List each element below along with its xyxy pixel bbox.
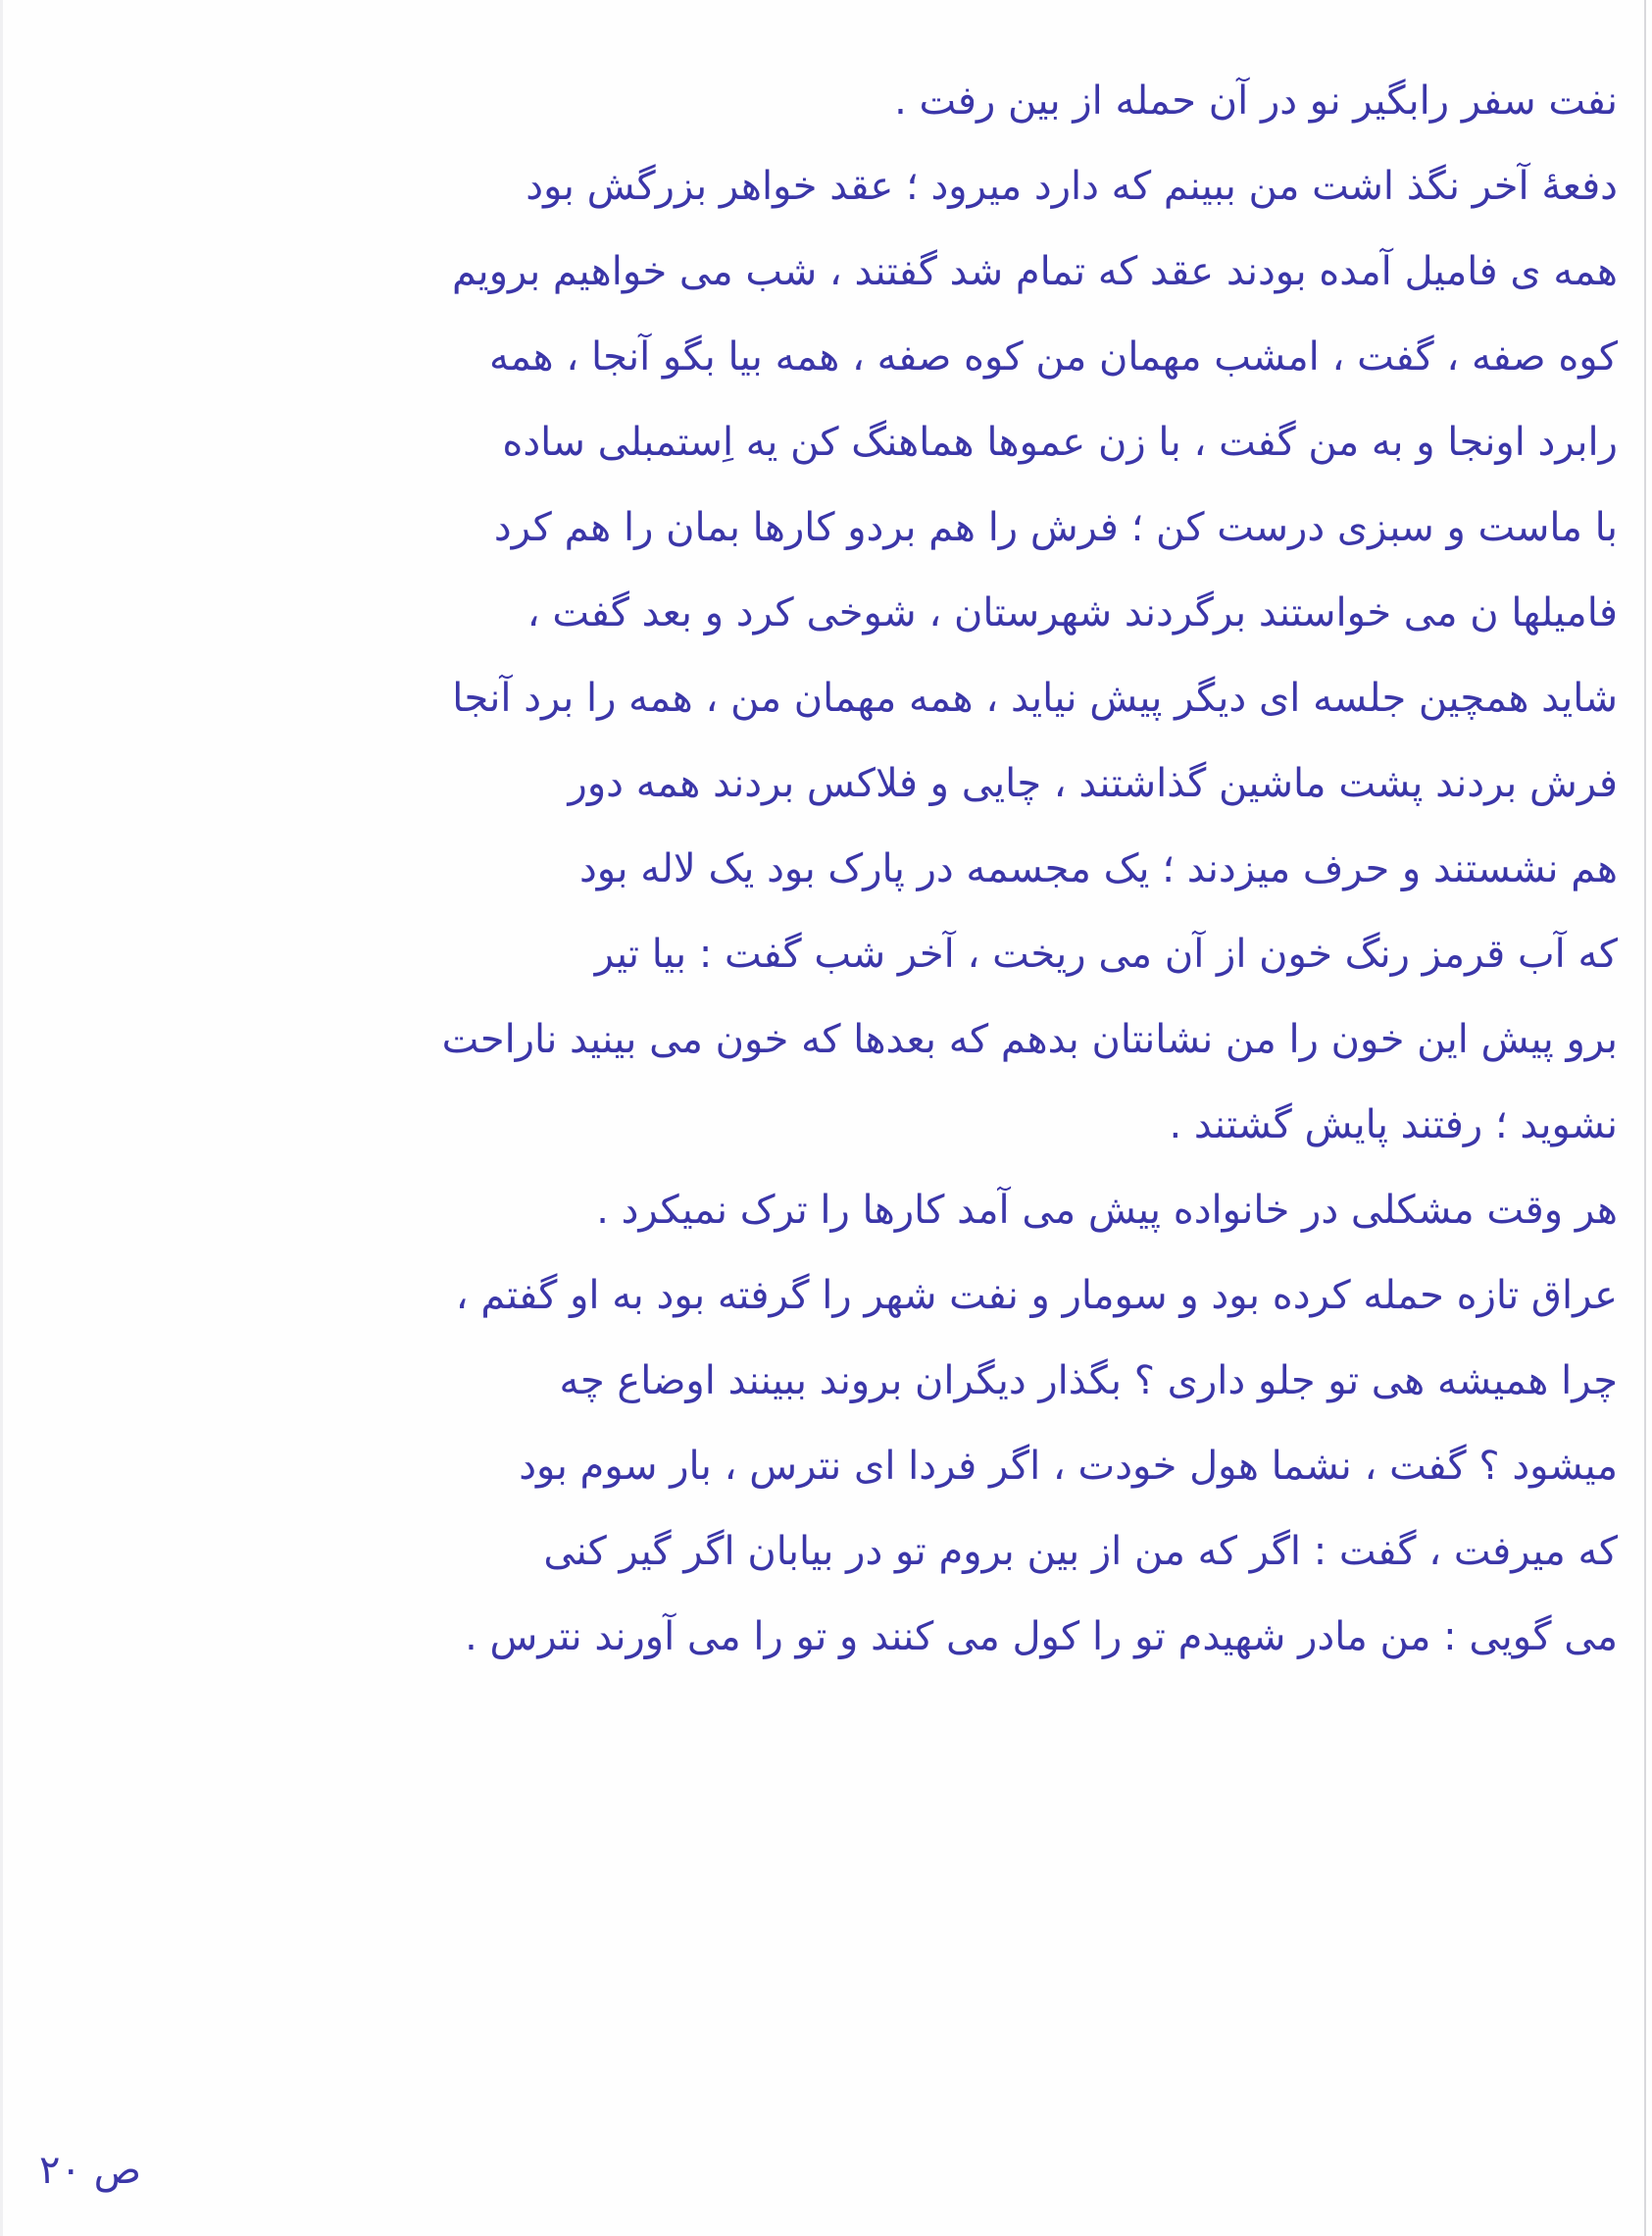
- page-right-edge: [1644, 0, 1646, 2236]
- text-line: فرش بردند پشت ماشین گذاشتند ، چایی و فلاکس بردند همه دور: [568, 761, 1618, 806]
- text-line: عراق تازه حمله کرده بود و سومار و نفت شهر را گرفته بود به او گفتم ،: [455, 1273, 1618, 1318]
- text-line: رابرد اونجا و به من گفت ، با زن عموها هماهنگ کن یه اِستمبلی ساده: [502, 420, 1618, 465]
- text-line: نفت سفر رابگیر نو در آن حمله از بین رفت .: [894, 78, 1618, 124]
- text-line: نشوید ؛ رفتند پایش گشتند .: [1169, 1102, 1618, 1147]
- text-line: کوه صفه ، گفت ، امشب مهمان من کوه صفه ، همه بیا بگو آنجا ، همه: [488, 334, 1618, 380]
- text-line: هر وقت مشکلی در خانواده پیش می آمد کارها را ترک نمیکرد .: [596, 1188, 1618, 1233]
- text-line: شاید همچین جلسه ای دیگر پیش نیاید ، همه مهمان من ، همه را برد آنجا: [452, 676, 1618, 721]
- text-line: فامیلها ن می خواستند برگردند شهرستان ، شوخی کرد و بعد گفت ،: [526, 590, 1618, 635]
- page-left-edge: [0, 0, 3, 2236]
- text-line: می گویی : من مادر شهیدم تو را کول می کنند و تو را می آورند نترس .: [465, 1614, 1618, 1659]
- text-line: چرا همیشه هی تو جلو داری ؟ بگذار دیگران بروند ببینند اوضاع چه: [559, 1358, 1618, 1403]
- text-line: که آب قرمز رنگ خون از آن می ریخت ، آخر شب گفت : بیا تیر: [594, 932, 1618, 977]
- text-line: همه ی فامیل آمده بودند عقد که تمام شد گفتند ، شب می خواهیم برویم: [451, 249, 1618, 294]
- page-number: ص ۲۰: [39, 2148, 142, 2193]
- text-line: دفعهٔ آخر نگذ اشت من ببینم که دارد میرود ؛ عقد خواهر بزرگش بود: [526, 164, 1618, 209]
- text-line: برو پیش این خون را من نشانتان بدهم که بعدها که خون می بینید ناراحت: [441, 1017, 1618, 1062]
- text-line: هم نشستند و حرف میزدند ؛ یک مجسمه در پارک بود یک لاله بود: [578, 846, 1618, 891]
- handwritten-text-body: [29, 59, 1618, 1680]
- text-line: میشود ؟ گفت ، نشما هول خودت ، اگر فردا ای نترس ، بار سوم بود: [519, 1444, 1618, 1489]
- text-line: که میرفت ، گفت : اگر که من از بین بروم تو در بیابان اگر گیر کنی: [543, 1529, 1618, 1574]
- text-line: با ماست و سبزی درست کن ؛ فرش را هم بردو کارها بمان را هم کرد: [493, 505, 1618, 550]
